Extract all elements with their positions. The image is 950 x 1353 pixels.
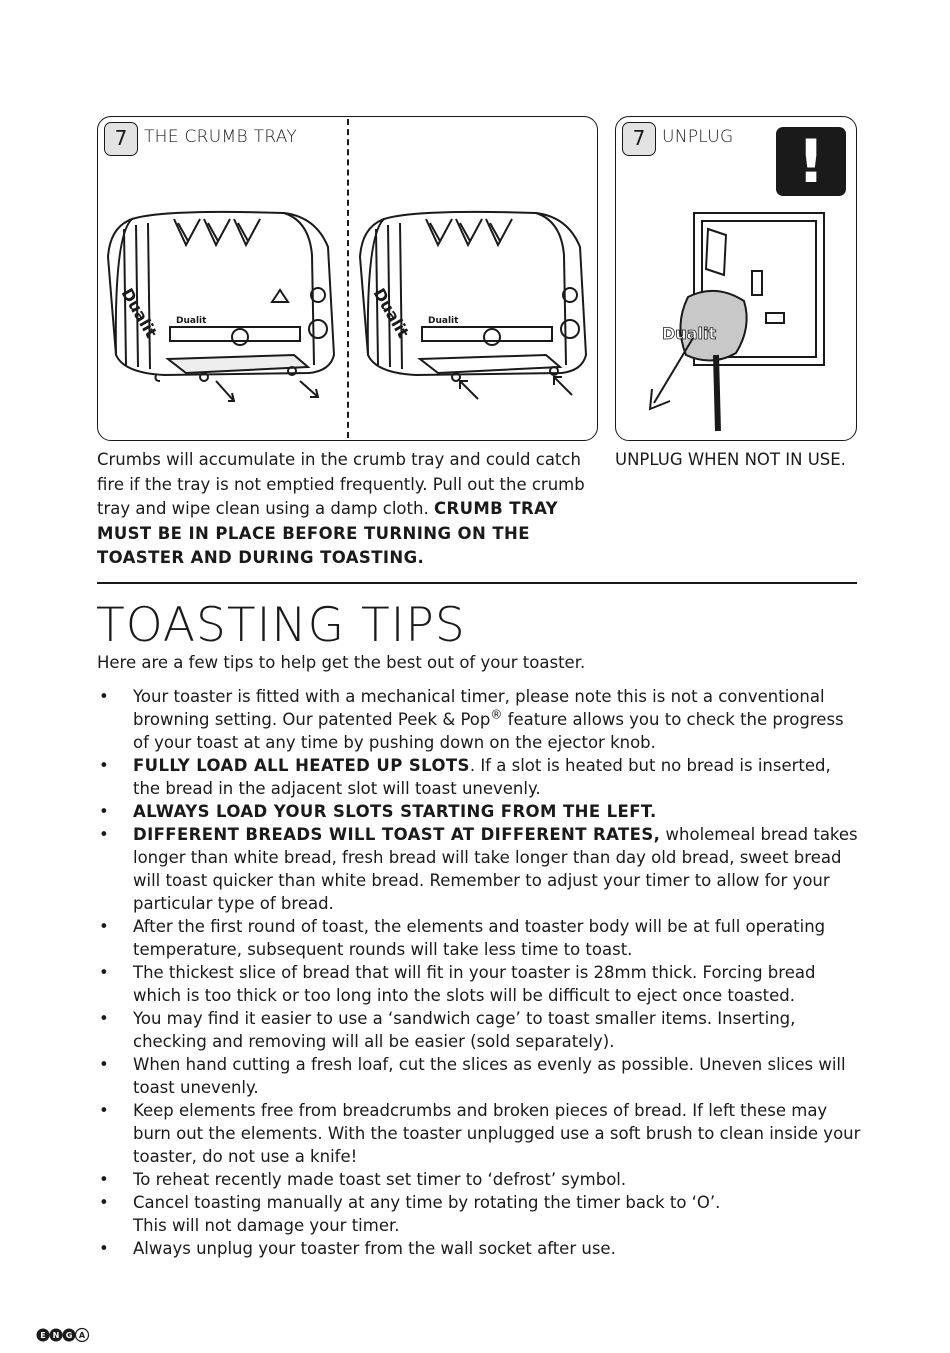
tip-text: When hand cutting a fresh loaf, cut the slices as evenly as possible. Uneven slices will toast unevenly. — [133, 1055, 846, 1097]
section-divider — [97, 582, 857, 584]
toaster-brand-label: Dualit — [428, 316, 459, 326]
tip-text: wholemeal bread takes longer than white bread, fresh bread will take longer than day old bread, sweet bread will toast quicker than white bread. Remember to adjust your timer to allow for your particular type of bread. — [133, 825, 858, 913]
crumb-tray-warning: CRUMB TRAY MUST BE IN PLACE BEFORE TURNING ON THE TOASTER AND DURING TOASTING. — [97, 499, 559, 567]
crumb-tray-title: THE CRUMB TRAY — [144, 127, 298, 147]
language-badge: E — [40, 1331, 46, 1340]
unplug-plug-illustration — [636, 205, 836, 438]
tip-text: The thickest slice of bread that will fit in your toaster is 28mm thick. Forcing bread which is too thick or too long into the slots will be difficult to eject once toasted. — [133, 963, 816, 1005]
crumb-tray-panel — [97, 116, 598, 441]
list-item — [97, 685, 862, 754]
tip-heading: DIFFERENT BREADS WILL TOAST AT DIFFERENT RATES, — [133, 825, 661, 844]
page-title: TOASTING TIPS — [96, 598, 466, 653]
language-badge: N — [52, 1331, 60, 1340]
tips-list — [97, 685, 862, 1260]
plug-brand-label: Dualit — [662, 324, 717, 343]
language-badges — [36, 1327, 90, 1343]
tip-text: Your toaster is fitted with a mechanical timer, please note this is not a conventional browning setting. Our patented Peek & Pop — [133, 687, 825, 729]
unplug-title: UNPLUG — [662, 127, 734, 147]
tip-text: To reheat recently made toast set timer to ‘defrost’ symbol. — [133, 1170, 627, 1189]
list-item — [97, 1053, 862, 1099]
toaster-tray-in-illustration — [356, 205, 592, 415]
tip-text: After the first round of toast, the elements and toaster body will be at full operating temperature, subsequent rounds will take less time to toast. — [133, 917, 826, 959]
toaster-side-brand-label: Dualit — [369, 284, 414, 342]
list-item — [97, 1191, 862, 1237]
step-number-badge: 7 — [104, 122, 138, 156]
list-item — [97, 961, 862, 1007]
tip-text: You may find it easier to use a ‘sandwich cage’ to toast smaller items. Inserting, checking and removing will all be easier (sold separately). — [133, 1009, 796, 1051]
tip-heading: ALWAYS LOAD YOUR SLOTS STARTING FROM THE LEFT. — [133, 802, 657, 821]
crumb-tray-caption — [97, 448, 602, 571]
list-item — [97, 800, 862, 823]
unplug-panel — [615, 116, 857, 441]
tip-text: This will not damage your timer. — [133, 1216, 400, 1235]
toaster-side-brand-label: Dualit — [117, 284, 162, 342]
crumb-tray-instructions: Crumbs will accumulate in the crumb tray and could catch fire if the tray is not emptied frequently. Pull out the crumb tray and wipe clean using a damp cloth. — [97, 450, 585, 518]
tip-text: Cancel toasting manually at any time by rotating the timer back to ‘O’. — [133, 1193, 721, 1212]
tip-heading: FULLY LOAD ALL HEATED UP SLOTS — [133, 756, 470, 775]
list-item — [97, 1007, 862, 1053]
tips-intro: Here are a few tips to help get the best out of your toaster. — [97, 653, 586, 672]
list-item — [97, 1168, 862, 1191]
list-item — [97, 1099, 862, 1168]
list-item — [97, 915, 862, 961]
list-item — [97, 1237, 862, 1260]
toaster-brand-label: Dualit — [176, 316, 207, 326]
list-item — [97, 823, 862, 915]
language-badge: G — [65, 1331, 73, 1340]
unplug-caption: UNPLUG WHEN NOT IN USE. — [615, 450, 846, 469]
registered-mark: ® — [490, 707, 503, 722]
tip-text: Always unplug your toaster from the wall socket after use. — [133, 1239, 616, 1258]
toaster-tray-out-illustration — [104, 205, 340, 415]
tip-text: Keep elements free from breadcrumbs and broken pieces of bread. If left these may burn out the elements. With the toaster unplugged use a soft brush to clean inside your toaster, do not use a knife! — [133, 1101, 861, 1166]
dashed-divider — [347, 119, 349, 438]
language-badge: A — [78, 1331, 86, 1340]
tip-text: feature allows you to check the progress of your toast at any time by pushing down on the ejector knob. — [133, 710, 844, 752]
step-number-badge: 7 — [622, 122, 656, 156]
list-item — [97, 754, 862, 800]
warning-icon: ! — [776, 127, 846, 196]
tip-text: . If a slot is heated but no bread is inserted, the bread in the adjacent slot will toast unevenly. — [133, 756, 831, 798]
